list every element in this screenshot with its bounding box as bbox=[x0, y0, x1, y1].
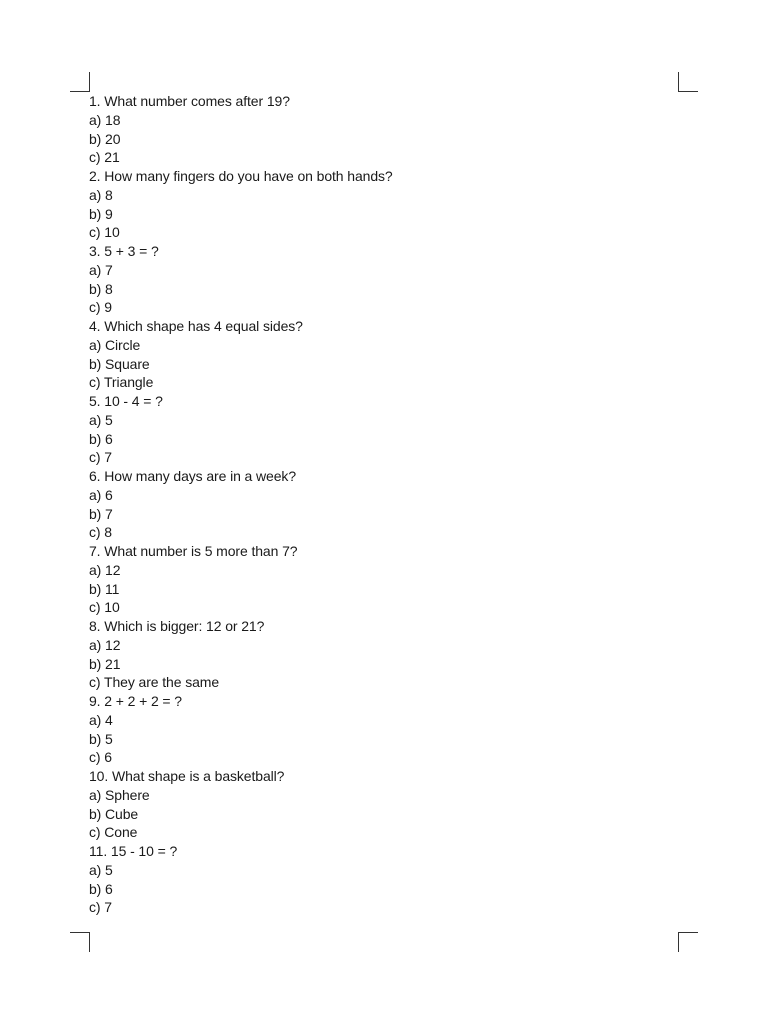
question-11: 11. 15 - 10 = ? bbox=[89, 843, 178, 859]
option-8c: c) They are the same bbox=[89, 674, 220, 691]
question-7: 7. What number is 5 more than 7? bbox=[89, 543, 298, 559]
crop-mark-top-left bbox=[70, 72, 90, 92]
option-6c: c) 8 bbox=[89, 524, 112, 541]
option-7c: c) 10 bbox=[89, 599, 120, 616]
question-5: 5. 10 - 4 = ? bbox=[89, 393, 163, 409]
option-5b: b) 6 bbox=[89, 430, 113, 447]
option-11b: b) 6 bbox=[89, 880, 113, 897]
option-2a: a) 8 bbox=[89, 186, 113, 203]
question-4: 4. Which shape has 4 equal sides? bbox=[89, 318, 303, 334]
option-4b: b) Square bbox=[89, 355, 150, 372]
option-9b: b) 5 bbox=[89, 730, 113, 747]
question-10: 10. What shape is a basketball? bbox=[89, 768, 285, 784]
option-5c: c) 7 bbox=[89, 449, 112, 466]
option-11a: a) 5 bbox=[89, 861, 113, 878]
question-8: 8. Which is bigger: 12 or 21? bbox=[89, 618, 265, 634]
option-8b: b) 21 bbox=[89, 655, 121, 672]
quiz-content bbox=[89, 92, 679, 917]
crop-mark-bottom-left bbox=[70, 932, 90, 952]
crop-mark-bottom-right bbox=[678, 932, 698, 952]
option-9c: c) 6 bbox=[89, 749, 112, 766]
option-10b: b) Cube bbox=[89, 805, 139, 822]
crop-mark-top-right bbox=[678, 72, 698, 92]
option-3a: a) 7 bbox=[89, 261, 113, 278]
option-7a: a) 12 bbox=[89, 561, 121, 578]
question-1: 1. What number comes after 19? bbox=[89, 93, 290, 109]
question-3: 3. 5 + 3 = ? bbox=[89, 243, 159, 259]
option-7b: b) 11 bbox=[89, 580, 120, 597]
option-9a: a) 4 bbox=[89, 711, 113, 728]
question-6: 6. How many days are in a week? bbox=[89, 468, 297, 484]
option-10a: a) Sphere bbox=[89, 786, 150, 803]
option-4a: a) Circle bbox=[89, 336, 141, 353]
option-1c: c) 21 bbox=[89, 149, 120, 166]
option-2b: b) 9 bbox=[89, 205, 113, 222]
option-1a: a) 18 bbox=[89, 111, 121, 128]
option-5a: a) 5 bbox=[89, 411, 113, 428]
option-6b: b) 7 bbox=[89, 505, 113, 522]
option-1b: b) 20 bbox=[89, 130, 121, 147]
option-4c: c) Triangle bbox=[89, 374, 154, 391]
option-10c: c) Cone bbox=[89, 824, 138, 841]
option-6a: a) 6 bbox=[89, 486, 113, 503]
option-8a: a) 12 bbox=[89, 636, 121, 653]
option-11c: c) 7 bbox=[89, 899, 112, 916]
option-2c: c) 10 bbox=[89, 224, 120, 241]
option-3b: b) 8 bbox=[89, 280, 113, 297]
question-2: 2. How many fingers do you have on both hands? bbox=[89, 168, 393, 184]
question-9: 9. 2 + 2 + 2 = ? bbox=[89, 693, 182, 709]
option-3c: c) 9 bbox=[89, 299, 112, 316]
